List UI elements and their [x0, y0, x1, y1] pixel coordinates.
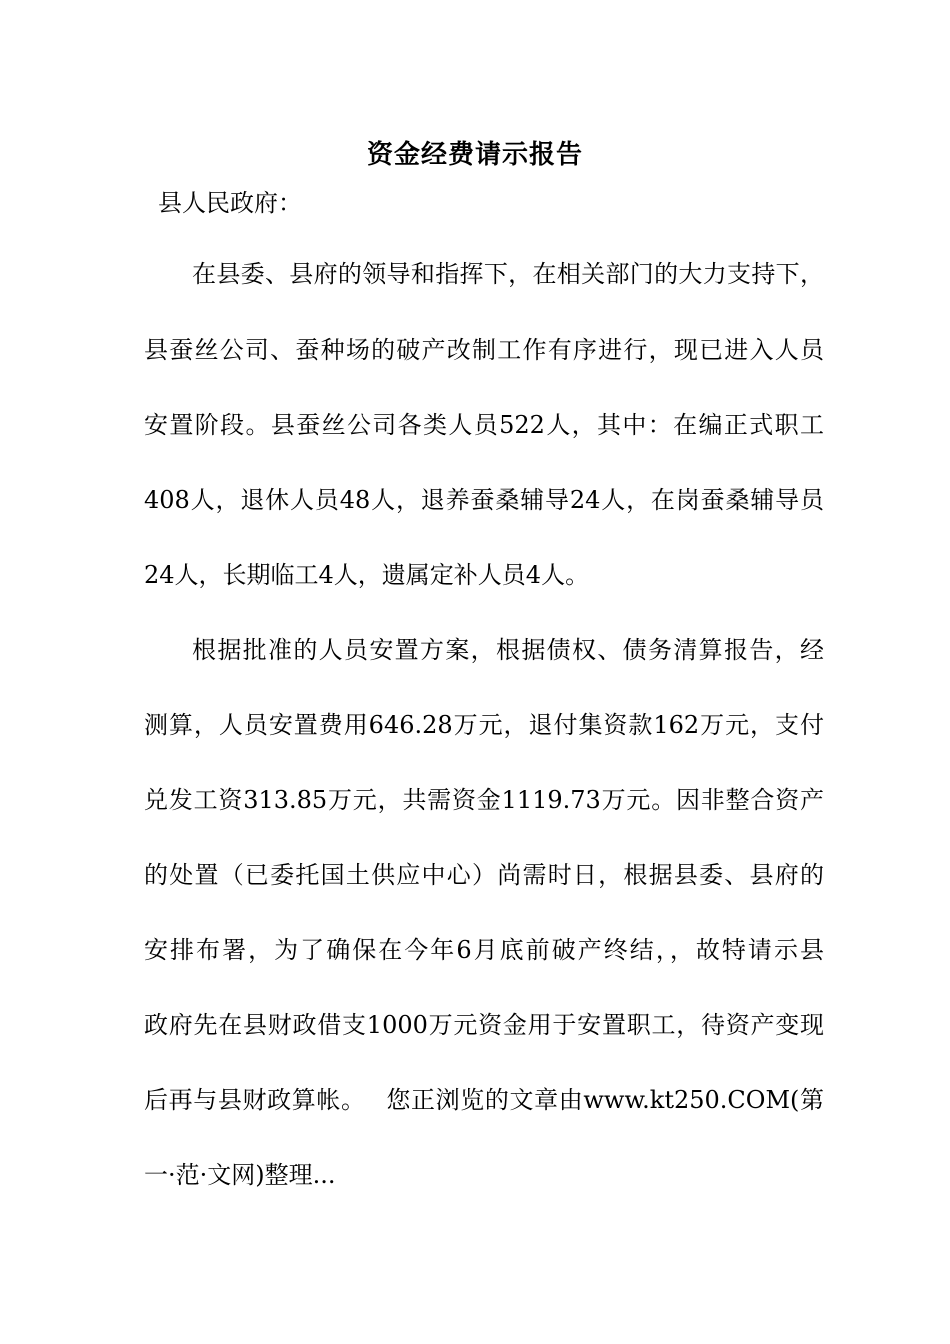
paragraph-1-line-2: 县蚕丝公司、蚕种场的破产改制工作有序进行，现已进入人员 [144, 336, 824, 364]
salutation: 县人民政府： [158, 189, 302, 217]
paragraph-1-line-4: 408人，退休人员48人，退养蚕桑辅导24人，在岗蚕桑辅导员 [144, 486, 824, 514]
paragraph-1-line-5: 24人，长期临工4人，遗属定补人员4人。 [144, 561, 590, 589]
document-title: 资金经费请示报告 [366, 140, 583, 170]
paragraph-2-line-7: 后再与县财政算帐。 您正浏览的文章由www.kt250.COM(第 [144, 1086, 824, 1114]
paragraph-1-line-3: 安置阶段。县蚕丝公司各类人员522人，其中：在编正式职工 [144, 411, 824, 439]
paragraph-2-line-1: 根据批准的人员安置方案，根据债权、债务清算报告，经 [192, 636, 824, 664]
paragraph-2-line-6: 政府先在县财政借支1000万元资金用于安置职工，待资产变现 [144, 1011, 824, 1039]
paragraph-2-line-8: 一·范·文网)整理... [144, 1161, 336, 1189]
paragraph-2-line-2: 测算，人员安置费用646.28万元，退付集资款162万元，支付 [144, 711, 824, 739]
paragraph-2-line-3: 兑发工资313.85万元，共需资金1119.73万元。因非整合资产 [144, 786, 824, 814]
paragraph-1-line-1: 在县委、县府的领导和指挥下，在相关部门的大力支持下， [192, 260, 824, 288]
paragraph-2-line-5: 安排布署，为了确保在今年6月底前破产终结，，故特请示县 [144, 936, 824, 964]
paragraph-2-line-4: 的处置（已委托国土供应中心）尚需时日，根据县委、县府的 [144, 861, 824, 889]
